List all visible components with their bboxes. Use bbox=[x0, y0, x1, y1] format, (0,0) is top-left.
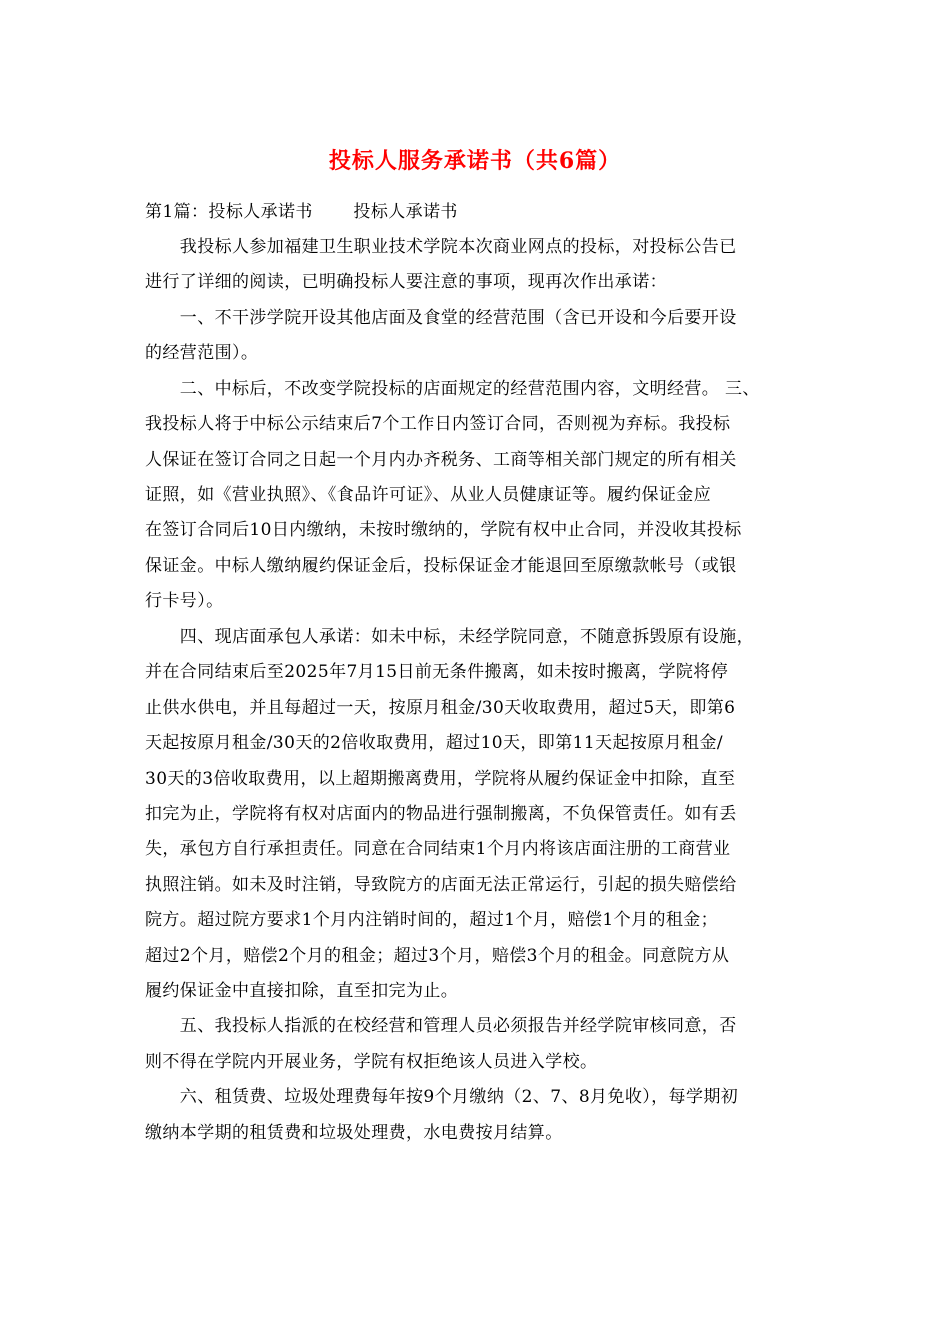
doc-line: 一、不干涉学院开设其他店面及食堂的经营范围（含已开设和今后要开设 bbox=[145, 308, 737, 328]
doc-line: 保证金。中标人缴纳履约保证金后，投标保证金才能退回至原缴款帐号（或银 bbox=[145, 556, 737, 576]
doc-line: 进行了详细的阅读，已明确投标人要注意的事项，现再次作出承诺： bbox=[145, 272, 667, 292]
doc-line: 缴纳本学期的租赁费和垃圾处理费，水电费按月结算。 bbox=[145, 1123, 563, 1143]
doc-line: 的经营范围）。 bbox=[145, 343, 259, 363]
doc-line: 六、租赁费、垃圾处理费每年按9个月缴纳（2、7、8月免收），每学期初 bbox=[145, 1087, 739, 1107]
doc-line: 院方。超过院方要求1个月内注销时间的，超过1个月，赔偿1个月的租金； bbox=[145, 910, 719, 930]
doc-line: 执照注销。如未及时注销，导致院方的店面无法正常运行，引起的损失赔偿给 bbox=[145, 875, 737, 895]
doc-line: 扣完为止，学院将有权对店面内的物品进行强制搬离，不负保管责任。如有丢 bbox=[145, 804, 737, 824]
doc-line: 超过2个月，赔偿2个月的租金；超过3个月，赔偿3个月的租金。同意院方从 bbox=[145, 946, 730, 966]
doc-line: 人保证在签订合同之日起一个月内办齐税务、工商等相关部门规定的所有相关 bbox=[145, 450, 737, 470]
doc-line: 行卡号）。 bbox=[145, 591, 224, 611]
doc-line: 我投标人将于中标公示结束后7个工作日内签订合同，否则视为弃标。我投标 bbox=[145, 414, 731, 434]
document-title: 投标人服务承诺书（共6篇） bbox=[328, 148, 622, 174]
doc-line: 止供水供电，并且每超过一天，按原月租金/30天收取费用，超过5天，即第6 bbox=[145, 698, 736, 718]
doc-line: 二、中标后，不改变学院投标的店面规定的经营范围内容，文明经营。 三、 bbox=[145, 379, 760, 399]
doc-line: 五、我投标人指派的在校经营和管理人员必须报告并经学院审核同意，否 bbox=[145, 1016, 737, 1036]
doc-line: 四、现店面承包人承诺：如未中标，未经学院同意，不随意拆毁原有设施， bbox=[145, 627, 754, 647]
doc-line: 履约保证金中直接扣除，直至扣完为止。 bbox=[145, 981, 459, 1001]
doc-line: 失，承包方自行承担责任。同意在合同结束1个月内将该店面注册的工商营业 bbox=[145, 839, 731, 859]
doc-line: 30天的3倍收取费用，以上超期搬离费用，学院将从履约保证金中扣除，直至 bbox=[145, 769, 736, 789]
doc-line: 证照，如《营业执照》、《食品许可证》、从业人员健康证等。履约保证金应 bbox=[145, 485, 712, 505]
doc-line: 在签订合同后10日内缴纳，未按时缴纳的，学院有权中止合同，并没收其投标 bbox=[145, 520, 742, 540]
doc-line: 天起按原月租金/30天的2倍收取费用，超过10天，即第11天起按原月租金/ bbox=[145, 733, 723, 753]
doc-line: 第1篇：投标人承诺书 投标人承诺书 bbox=[145, 202, 458, 222]
doc-line: 我投标人参加福建卫生职业技术学院本次商业网点的投标，对投标公告已 bbox=[145, 237, 737, 257]
doc-line: 则不得在学院内开展业务，学院有权拒绝该人员进入学校。 bbox=[145, 1052, 598, 1072]
doc-line: 并在合同结束后至2025年7月15日前无条件搬离，如未按时搬离，学院将停 bbox=[145, 662, 729, 682]
